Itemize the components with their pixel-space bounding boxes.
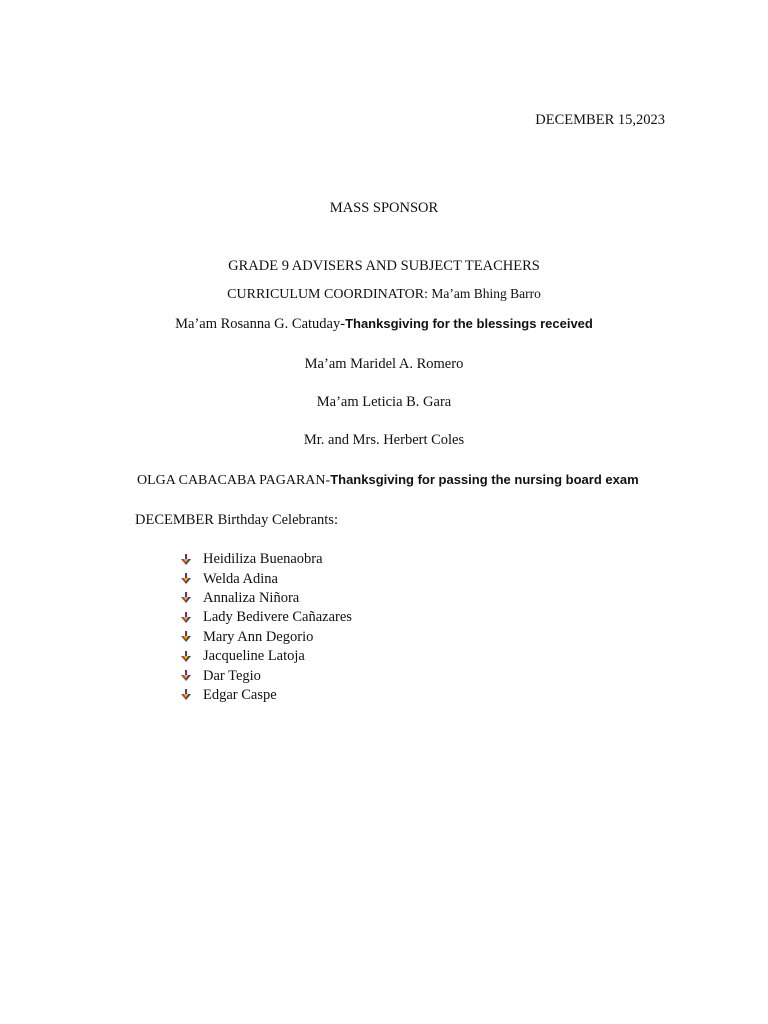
birthday-heading: DECEMBER Birthday Celebrants: [135,512,338,528]
arrow-down-bullet-icon [180,554,192,566]
pagaran-intention: Thanksgiving for passing the nursing board exam [330,472,639,487]
catuday-name: Ma’am Rosanna G. Catuday- [175,316,346,332]
list-item [180,666,352,685]
grade-9-advisers-line: GRADE 9 ADVISERS AND SUBJECT TEACHERS [228,258,540,274]
arrow-down-bullet-icon [180,689,192,701]
curriculum-coordinator-line [0,285,768,304]
gara-sponsor-line: Ma’am Leticia B. Gara [316,394,452,410]
celebrant-name: Heidiliza Buenaobra [203,551,323,568]
page-title: MASS SPONSOR [329,200,439,216]
list-item [180,569,352,588]
arrow-down-bullet-icon [180,612,192,624]
list-item [180,628,352,647]
celebrant-name: Jacqueline Latoja [203,648,305,665]
catuday-intention: Thanksgiving for the blessings received [345,316,593,331]
celebrant-name: Mary Ann Degorio [203,628,314,645]
arrow-down-bullet-icon [180,670,192,682]
celebrant-name: Lady Bedivere Cañazares [203,609,352,626]
arrow-down-bullet-icon [180,573,192,585]
list-item [180,686,352,705]
birthday-celebrant-list [180,550,352,705]
romero-sponsor-line: Ma’am Maridel A. Romero [304,356,464,372]
pagaran-name: OLGA CABACABA PAGARAN- [137,473,331,488]
arrow-down-bullet-icon [180,631,192,643]
catuday-sponsor-line [0,315,768,333]
coles-sponsor-line: Mr. and Mrs. Herbert Coles [303,432,465,448]
arrow-down-bullet-icon [180,651,192,663]
celebrant-name: Welda Adina [203,570,278,587]
celebrant-name: Edgar Caspe [203,686,277,703]
coordinator-label: CURRICULUM COORDINATOR: [227,287,428,302]
celebrant-name: Dar Tegio [203,667,261,684]
list-item [180,550,352,569]
list-item [180,608,352,627]
pagaran-sponsor-line [137,471,639,490]
list-item [180,647,352,666]
arrow-down-bullet-icon [180,592,192,604]
coordinator-name: Ma’am Bhing Barro [427,286,541,301]
document-date: DECEMBER 15,2023 [535,112,665,128]
celebrant-name: Annaliza Niñora [203,589,300,606]
list-item [180,589,352,608]
